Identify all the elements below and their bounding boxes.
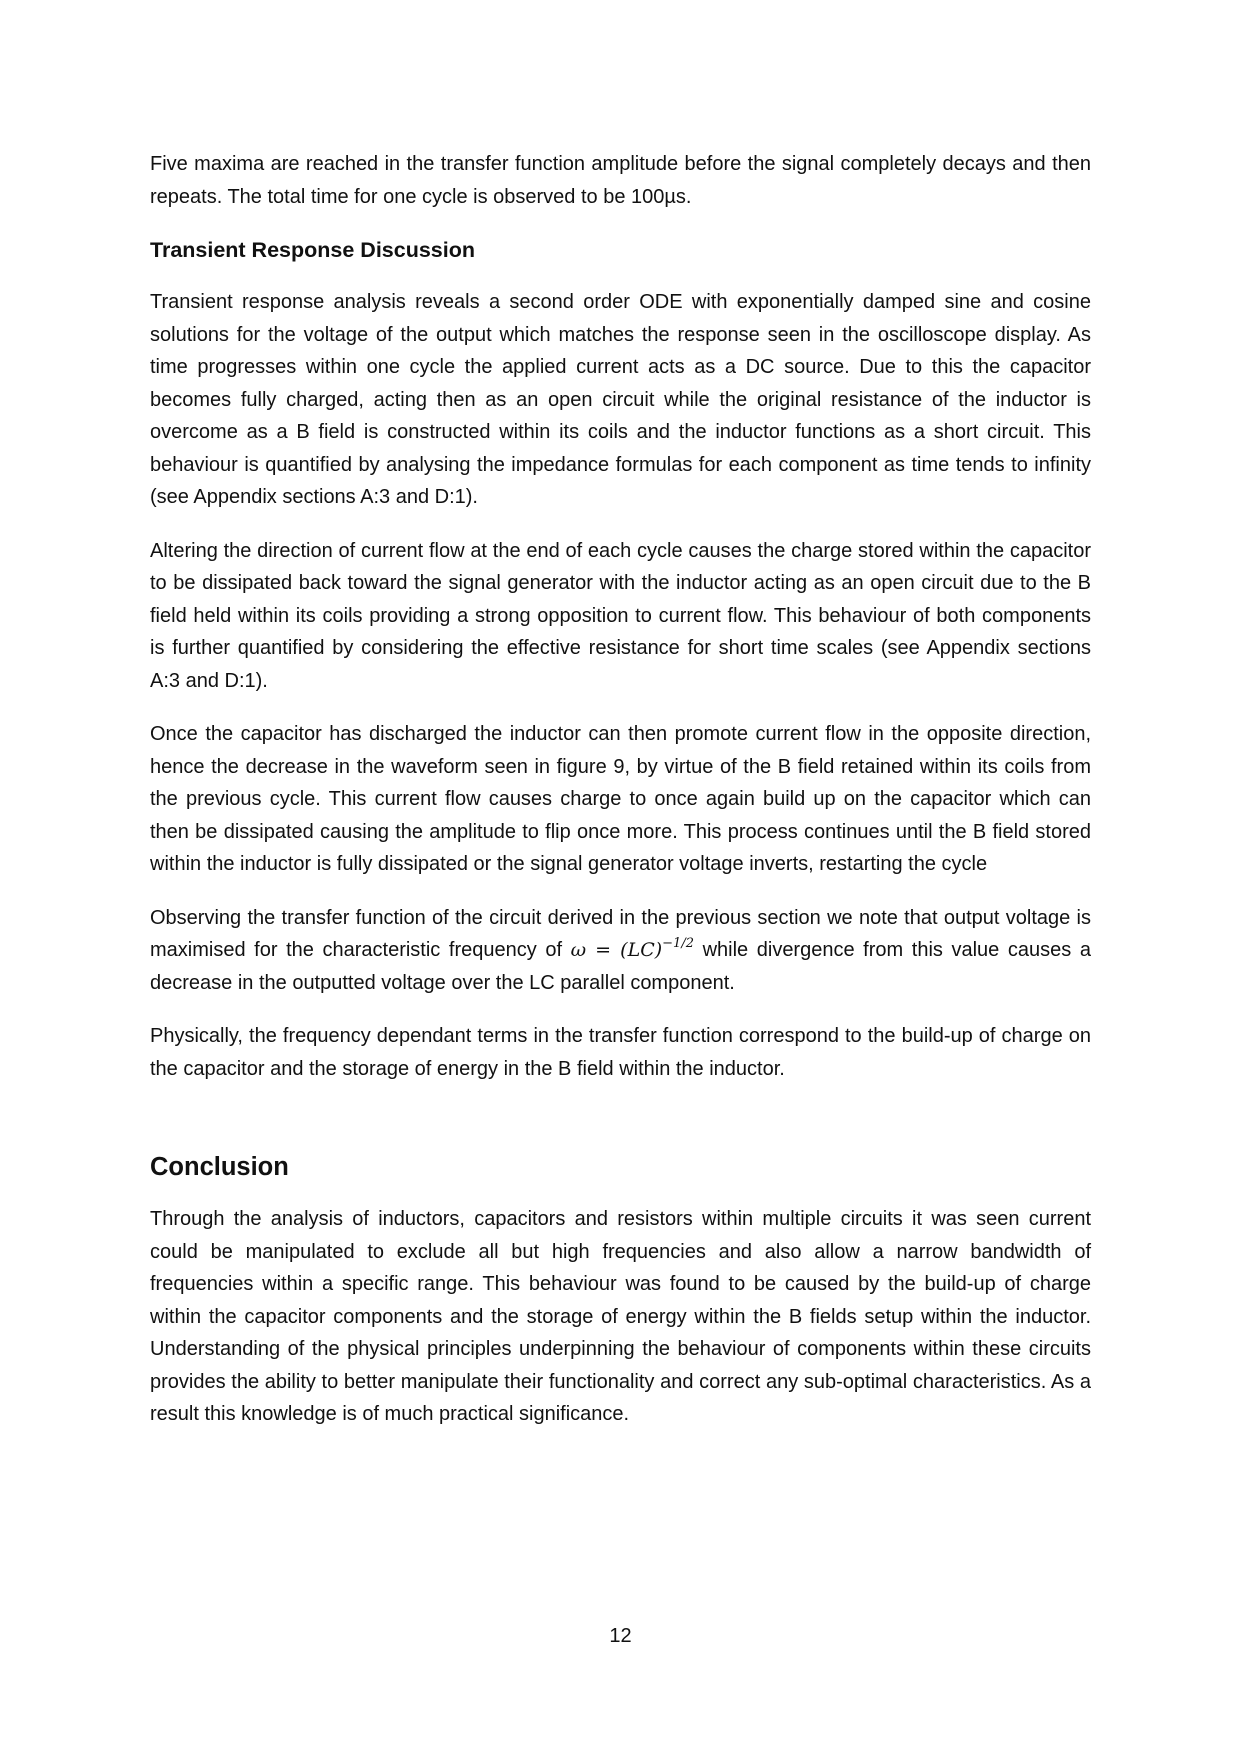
paragraph-transfer-function	[150, 902, 1091, 1000]
paragraph-capacitor-discharge: Once the capacitor has discharged the inductor can then promote current flow in the opposite direction, hence the decrease in the waveform seen in figure 9, by virtue of the B field retained within its coils from the previous cycle. This current flow causes charge to once again build up on the capacitor which can then be dissipated causing the amplitude to flip once more. This process continues until the B field stored within the inductor is fully dissipated or the signal generator voltage inverts, restarting the cycle	[150, 723, 1091, 875]
paragraph-transient-analysis: Transient response analysis reveals a second order ODE with exponentially damped sine and cosine solutions for the voltage of the output which matches the response seen in the oscilloscope display. As time progresses within one cycle the applied current acts as a DC source. Due to this the capacitor becomes fully charged, acting then as an open circuit while the original resistance of the inductor is overcome as a B field is constructed within its coils and the inductor functions as a short circuit. This behaviour is quantified by analysing the impedance formulas for each component as time tends to infinity (see Appendix sections A:3 and D:1).	[150, 291, 1091, 508]
page-content	[150, 148, 1091, 1452]
paragraph-conclusion: Through the analysis of inductors, capacitors and resistors within multiple circuits it was seen current could be manipulated to exclude all but high frequencies and also allow a narrow bandwidth of frequencies within a specific range. This behaviour was found to be caused by the build-up of charge within the capacitor components and the storage of energy within the B fields setup within the inductor. Understanding of the physical principles underpinning the behaviour of components within these circuits provides the ability to better manipulate their functionality and correct any sub-optimal characteristics. As a result this knowledge is of much practical significance.	[150, 1208, 1091, 1425]
transfer-text-after: while divergence from this value causes a decrease in the outputted voltage over the LC parallel component.	[150, 939, 1091, 994]
paragraph-physical-meaning: Physically, the frequency dependant terms in the transfer function correspond to the build-up of charge on the capacitor and the storage of energy in the B field within the inductor.	[150, 1025, 1091, 1080]
paragraph-cycle-summary: Five maxima are reached in the transfer function amplitude before the signal completely decays and then repeats. The total time for one cycle is observed to be 100µs.	[150, 153, 1091, 208]
transient-response-heading: Transient Response Discussion	[150, 238, 475, 262]
formula-exponent: −1/2	[662, 936, 694, 951]
transfer-text-before: Observing the transfer function of the circuit derived in the previous section we note that output voltage is maximised for the characteristic frequency of	[150, 906, 1091, 961]
conclusion-heading: Conclusion	[150, 1153, 289, 1181]
formula-base: ω = (LC)	[570, 939, 663, 961]
page-number: 12	[609, 1625, 632, 1647]
characteristic-frequency-formula	[570, 936, 694, 961]
paragraph-current-direction: Altering the direction of current flow at the end of each cycle causes the charge stored within the capacitor to be dissipated back toward the signal generator with the inductor acting as an open circuit due to the B field held within its coils providing a strong opposition to current flow. This behaviour of both components is further quantified by considering the effective resistance for short time scales (see Appendix sections A:3 and D:1).	[150, 539, 1091, 692]
